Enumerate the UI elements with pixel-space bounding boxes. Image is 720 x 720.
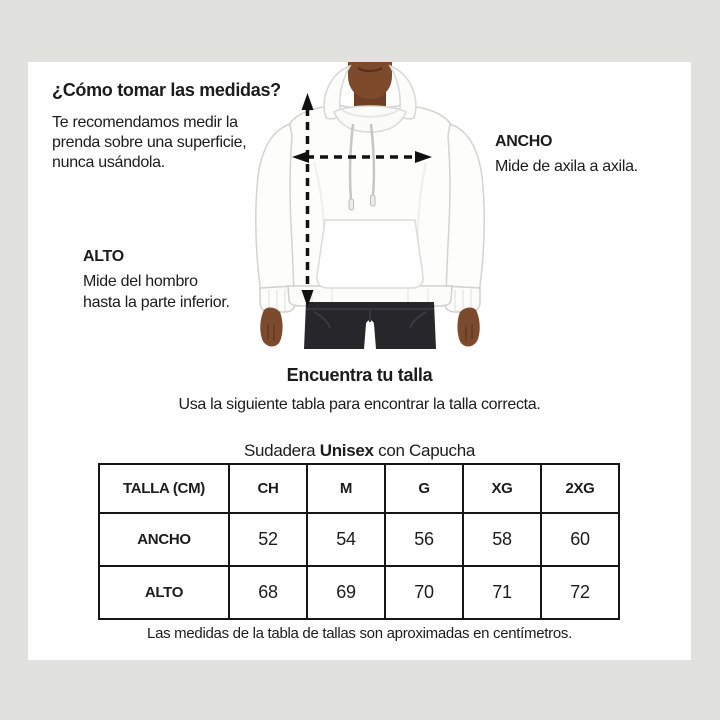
find-size-section [28, 365, 691, 461]
size-table-row-ancho [99, 513, 619, 566]
size-table-cell: 69 [307, 566, 385, 619]
size-table-header-cell: G [385, 464, 463, 513]
hoodie-measurement-diagram [222, 62, 502, 350]
size-table-row-label: ANCHO [99, 513, 229, 566]
size-table-cell: 68 [229, 566, 307, 619]
size-table-row-alto [99, 566, 619, 619]
hoodie-pocket [317, 220, 423, 288]
size-table-cell: 56 [385, 513, 463, 566]
size-table-header-cell: TALLA (CM) [99, 464, 229, 513]
alto-label [83, 248, 263, 313]
size-table-cell: 58 [463, 513, 541, 566]
size-table-row-label: ALTO [99, 566, 229, 619]
model-jeans [304, 302, 436, 349]
size-table-cell: 72 [541, 566, 619, 619]
size-table-cell: 54 [307, 513, 385, 566]
size-table-header-row [99, 464, 619, 513]
size-table-cell: 71 [463, 566, 541, 619]
measure-instructions-line: prenda sobre una superficie, [52, 134, 247, 151]
find-size-subtitle: Usa la siguiente tabla para encontrar la talla correcta. [178, 396, 541, 413]
size-guide-card [28, 62, 691, 660]
product-name [28, 441, 691, 461]
size-table-header-cell: CH [229, 464, 307, 513]
measure-instructions-line: Te recomendamos medir la [52, 114, 238, 131]
size-table-header-cell: XG [463, 464, 541, 513]
model-neck [348, 62, 392, 110]
size-table-header-cell: M [307, 464, 385, 513]
measure-instructions-line: nunca usándola. [52, 154, 165, 171]
size-table [98, 463, 620, 620]
measure-instructions-title: ¿Cómo tomar las medidas? [52, 80, 281, 100]
ancho-title: ANCHO [495, 133, 553, 150]
product-name-bold: Unisex [319, 441, 374, 460]
ancho-label [495, 133, 690, 177]
size-table-cell: 52 [229, 513, 307, 566]
product-name-prefix: Sudadera [243, 441, 320, 460]
size-table-header-cell: 2XG [541, 464, 619, 513]
ancho-description: Mide de axila a axila. [495, 158, 638, 175]
alto-description-line: Mide del hombro [83, 273, 198, 290]
size-table-cell: 60 [541, 513, 619, 566]
measurements-disclaimer: Las medidas de la tabla de tallas son aproximadas en centímetros. [147, 625, 572, 642]
find-size-title: Encuentra tu talla [286, 365, 433, 385]
size-table-cell: 70 [385, 566, 463, 619]
product-name-suffix: con Capucha [373, 441, 476, 460]
alto-description-line: hasta la parte inferior. [83, 294, 230, 311]
hoodie-photo-illustration [222, 62, 502, 350]
alto-title: ALTO [83, 248, 124, 265]
